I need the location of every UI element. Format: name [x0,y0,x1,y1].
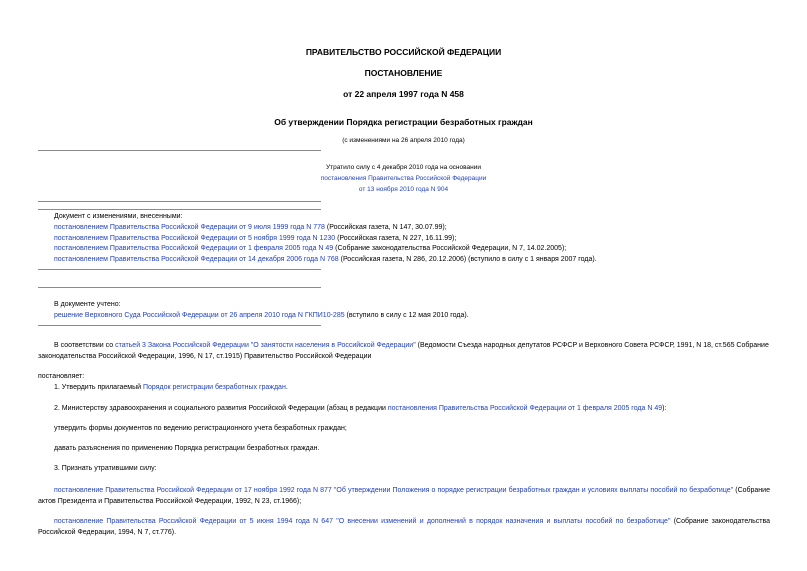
expired-line: Утратило силу с 4 декабря 2010 года на основании [325,164,481,171]
item-2 [54,404,666,413]
expired-link-2[interactable]: от 13 ноября 2010 года N 904 [358,186,449,193]
considered-note: (вступило в силу с 12 мая 2010 года). [344,312,469,319]
item-1-end: . [285,384,288,391]
divider [38,325,321,326]
repealed-source-2: (Собрание законодательства Российской Федерации, 1994, N 7, ст.776). [38,518,770,536]
doc-title: Об утверждении Порядка регистрации безработных граждан [274,117,533,127]
considered-intro: В документе учтено: [54,301,121,308]
item-1 [54,383,288,392]
divider [38,150,321,151]
repealed-item-1 [38,485,770,507]
change-link[interactable]: постановлением Правительства Российской Федерации от 1 февраля 2005 года N 49 [54,245,334,252]
divider [38,269,321,270]
change-link[interactable]: постановлением Правительства Российской Федерации от 5 ноября 1999 года N 1230 [54,235,336,242]
changes-intro: Документ с изменениями, внесенными: [54,213,183,220]
doc-type: ПОСТАНОВЛЕНИЕ [364,68,443,78]
item-2-end: ): [662,405,667,412]
item-2-sub-2: давать разъяснения по применению Порядка регистрации безработных граждан. [54,445,320,452]
repealed-link-1[interactable]: постановление Правительства Российской Федерации от 17 ноября 1992 года N 877 "Об утверждении Положения о порядке регистрации безработных граждан и условиях выплаты пособий по безработице" [54,487,734,494]
change-source: (Российская газета, N 286, 20.12.2006) (вступило в силу с 1 января 2007 года). [338,256,597,263]
considered-item [54,311,469,320]
divider [38,201,321,202]
court-decision-link[interactable]: решение Верховного Суда Российской Федерации от 26 апреля 2010 года N ГКПИ10-285 [54,312,345,319]
item-1-text: 1. Утвердить прилагаемый [54,384,143,391]
change-source: (Российская газета, N 227, 16.11.99); [335,235,457,242]
preamble-text: В соответствии со [54,342,116,349]
expired-link-1[interactable]: постановления Правительства Российской Федерации [320,175,487,182]
item-2-link[interactable]: постановления Правительства Российской Федерации от 1 февраля 2005 года N 49 [387,405,663,412]
resolves-label: постановляет: [38,373,85,380]
repealed-link-2[interactable]: постановление Правительства Российской Федерации от 5 июня 1994 года N 647 "О внесении изменений и дополнений в порядок назначения и выплаты пособий по безработице" [54,518,671,525]
preamble-paragraph [38,340,770,362]
amended-note: (с изменениями на 26 апреля 2010 года) [342,137,465,144]
item-2-sub-1: утвердить формы документов по ведению регистрационного учета безработных граждан; [54,425,347,432]
change-link[interactable]: постановлением Правительства Российской Федерации от 9 июля 1999 года N 778 [54,224,325,231]
change-item [54,244,566,253]
change-item [54,255,597,264]
item-3: 3. Признать утратившими силу: [54,465,157,472]
item-2-text: 2. Министерству здравоохранения и социального развития Российской Федерации (абзац в редакции [54,405,388,412]
change-link[interactable]: постановлением Правительства Российской Федерации от 14 декабря 2006 года N 768 [54,256,339,263]
org-title: ПРАВИТЕЛЬСТВО РОССИЙСКОЙ ФЕДЕРАЦИИ [305,47,502,57]
change-item [54,234,456,243]
divider [38,209,321,210]
law-article-link[interactable]: статьей 3 Закона Российской Федерации "О занятости населения в Российской Федерации" [115,342,416,349]
repealed-source-1: (Собрание актов Президента и Правительства Российской Федерации, 1992, N 23, ст.1966); [38,487,770,505]
divider [38,287,321,288]
repealed-item-2 [38,516,770,538]
procedure-link[interactable]: Порядок регистрации безработных граждан [142,384,286,391]
change-source: (Российская газета, N 147, 30.07.99); [324,224,447,231]
change-item [54,223,447,232]
doc-date-number: от 22 апреля 1997 года N 458 [343,89,464,99]
preamble-source: (Ведомости Съезда народных депутатов РСФСР и Верховного Совета РСФСР, 1991, N 18, ст.565 Собрание законодательства Российской Федерации, 1996, N 17, ст.1915) Правительство Российской Федерации [38,342,769,360]
change-source: (Собрание законодательства Российской Федерации, N 7, 14.02.2005); [333,245,567,252]
